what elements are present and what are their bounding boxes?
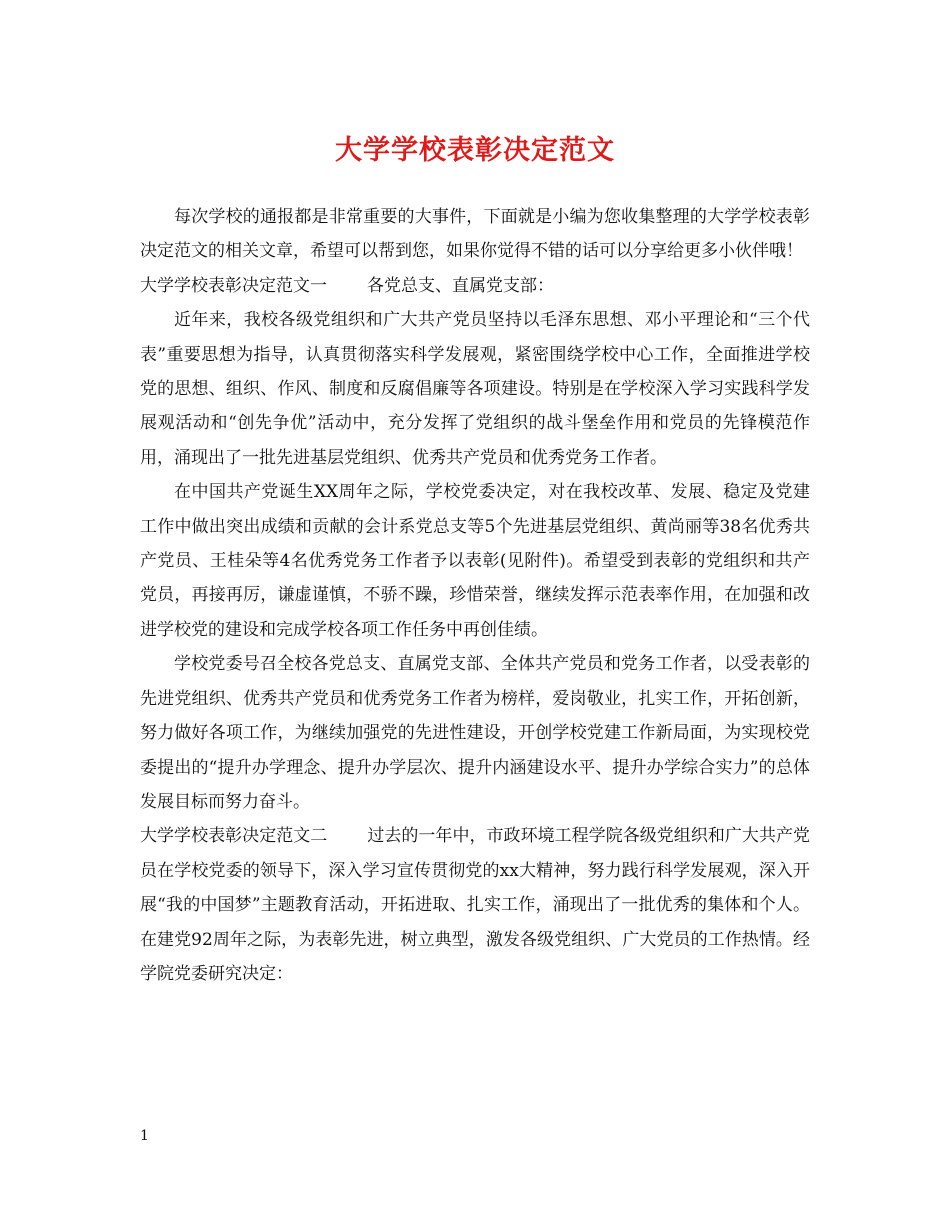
section2-paragraph	[140, 819, 810, 991]
section2-heading: 大学学校表彰决定范文二	[140, 826, 328, 847]
page-number: 1	[140, 1128, 149, 1144]
intro-paragraph: 每次学校的通报都是非常重要的大事件，下面就是小编为您收集整理的大学学校表彰决定范文的相关文章，希望可以帮到您，如果你觉得不错的话可以分享给更多小伙伴哦！	[140, 207, 810, 262]
document-body	[140, 200, 810, 991]
section2-lead: 过去的一年中，市政环境工程学院各级党组织和广大共产党员在学校党委的领导下，深入学习宣传贯彻党的xx大精神，努力践行科学发展观，深入开展“我的中国梦”主题教育活动，开拓进取、扎实工作，涌现出了一批优秀的集体和个人。在建党92周年之际，为表彰先进，树立典型，激发各级党组织、广大党员的工作热情。经学院党委研究决定：	[140, 826, 810, 984]
section1-heading-line	[140, 269, 810, 303]
section1-paragraph-3: 学校党委号召全校各党总支、直属党支部、全体共产党员和党务工作者，以受表彰的先进党组织、优秀共产党员和优秀党务工作者为榜样，爱岗敬业，扎实工作，开拓创新，努力做好各项工作，为继续加强党的先进性建设，开创学校党建工作新局面，为实现校党委提出的“提升办学理念、提升办学层次、提升内涵建设水平、提升办学综合实力”的总体发展目标而努力奋斗。	[140, 654, 810, 812]
section1-lead: 各党总支、直属党支部：	[367, 275, 554, 296]
section1-heading: 大学学校表彰决定范文一	[140, 275, 327, 296]
section1-paragraph-1: 近年来，我校各级党组织和广大共产党员坚持以毛泽东思想、邓小平理论和“三个代表”重要思想为指导，认真贯彻落实科学发展观，紧密围绕学校中心工作，全面推进学校党的思想、组织、作风、制度和反腐倡廉等各项建设。特别是在学校深入学习实践科学发展观活动和“创先争优”活动中，充分发挥了党组织的战斗堡垒作用和党员的先锋模范作用，涌现出了一批先进基层党组织、优秀共产党员和优秀党务工作者。	[140, 310, 810, 468]
document-title: 大学学校表彰决定范文	[335, 135, 615, 166]
section1-paragraph-2: 在中国共产党诞生XX周年之际，学校党委决定，对在我校改革、发展、稳定及党建工作中做出突出成绩和贡献的会计系党总支等5个先进基层党组织、黄尚丽等38名优秀共产党员、王桂朵等4名优秀党务工作者予以表彰(见附件)。希望受到表彰的党组织和共产党员，再接再厉，谦虚谨慎，不骄不躁，珍惜荣誉，继续发挥示范表率作用，在加强和改进学校党的建设和完成学校各项工作任务中再创佳绩。	[140, 482, 810, 640]
